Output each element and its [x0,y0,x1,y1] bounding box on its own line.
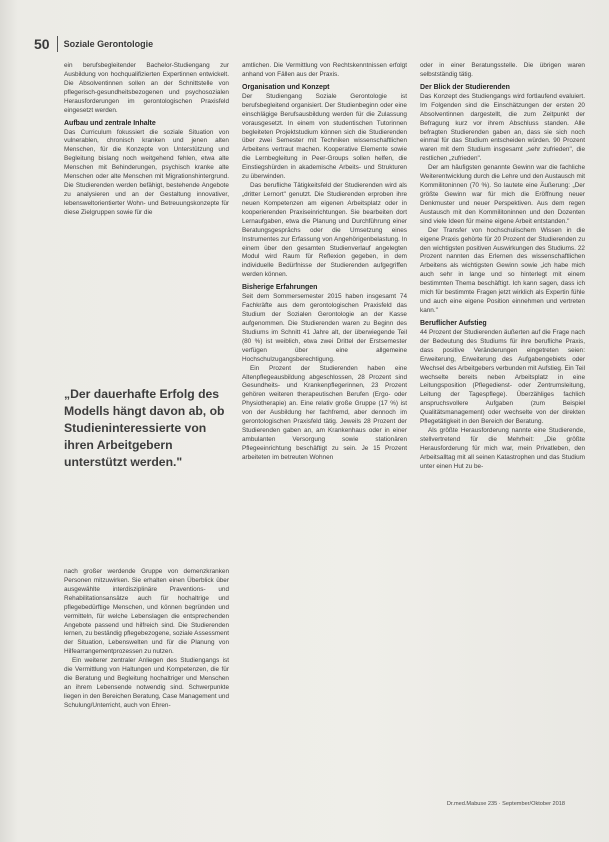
column-3 [420,62,585,472]
subheading: Der Blick der Studierenden [420,83,510,91]
paragraph: Das Konzept des Studiengangs wird fortlaufend evaluiert. Im Folgenden sind die Einschätzungen der ersten 20 Absolventinnen dargestellt, die zum Zeitpunkt der Befragung kurz vor ihrem Abschluss standen. Alle befragten Studierenden gaben an, dass sie sich noch einmal für das Studium entscheiden würden. 90 Prozent waren mit dem Studium insgesamt „sehr zufrieden", die restlichen „zufrieden". [420,92,585,163]
paragraph: Ein Prozent der Studierenden haben eine Altenpflegeausbildung abgeschlossen, 28 Prozent sind Gesundheits- und Krankenpflegerinnen, 23 Prozent gehören weiteren therapeutischen Berufen (Ergo- oder Physiotherapie) an. Eine relativ große Gruppe (17 %) ist von der Ausbildung her fachfremd, aber dennoch im gerontologischen Praxisfeld tätig. Jeweils 28 Prozent der Studierenden gaben an, am Krankenhaus oder in einer ambulanten Versorgung sowie stationären Pflegeeinrichtung beschäftigt zu sein. Je 15 Prozent arbeiteten im betreuten Wohnen [242,364,407,461]
paragraph: Ein weiterer zentraler Anliegen des Studiengangs ist die Vermittlung von Haltungen und Kompetenzen, die für die Beratung und Begleitung hochaltriger und Menschen an ihrem Lebensende notwendig sind. Schwerpunkte liegen in den Bereichen Beratung, Case Management und Schulung/Unterricht, auch von Ehren- [64,657,229,709]
subheading: Aufbau und zentrale Inhalte [64,119,156,127]
paragraph: Seit dem Sommersemester 2015 haben insgesamt 74 Fachkräfte aus dem gerontologischen Praxisfeld das Studium der Sozialen Gerontologie an der Kasse aufgenommen. Die Studierenden waren zu Beginn des Studiums im Schnitt 41 Jahre alt, der überwiegende Teil (80 %) ist weiblich, etwa zwei Drittel der Erstsemester verfügen über eine allgemeine Hochschulzugangsberechtigung. [242,293,407,363]
paragraph: Der Transfer von hochschulischem Wissen in die eigene Praxis gehörte für 20 Prozent der Studierenden zu den wichtigsten positiven Auswirkungen des Studiums. 22 Prozent nannten das Erlernen des wissenschaftlichen Arbeitens als wichtigsten Gewinn sowie „ich habe mich auch sehr in lange und so hinterlegt mit einem bestimmten Thema beschäftigt. Ich kann sagen, dass ich mich für bestimmte Fragen jetzt wirklich als Expertin fühle und auch eine eigene Position einnehmen und vertreten kann." [420,226,585,314]
page-number: 50 [34,36,58,52]
paragraph: Der Studiengang Soziale Gerontologie ist berufsbegleitend organisiert. Der Studienbeginn oder eine einschlägige Berufsausbildung werden für die Zulassung vorausgesetzt. In einem von studentischen Tutorinnen begleiteten Projektstudium können sich die Studierenden über zwei Semester mit Techniken wissenschaftlichen Arbeitens vertraut machen. Kooperative Elemente sowie die Lernbegleitung in Peer-Groups sollen helfen, die Einstiegshürden in akademische Arbeits- und Strukturen zu überwinden. [242,92,407,181]
subheading: Organisation und Konzept [242,83,330,91]
page-header [34,34,153,54]
paragraph: ein berufsbegleitender Bachelor-Studiengang zur Ausbildung von hochqualifizierten Expertinnen entwickelt. Die Absolventinnen sollen an der Schnittstelle von pflegerisch-gesundheitsbezogenen und psychosozialen Herausforderungen im gerontologischen Praxisfeld eingesetzt werden. [64,62,229,114]
paragraph: Das Curriculum fokussiert die soziale Situation von vulnerablen, chronisch kranken und jenen alten Menschen, für die Konzepte von Unterstützung und Begleitung bislang noch weitgehend fehlen, etwa alte Menschen mit Behinderungen, psychisch kranke alte Menschen oder alte Menschen mit Migrationshintergrund. Die Studierenden werden befähigt, bestehende Angebote zu analysieren und an der Gestaltung innovativer, lebensweltorientierter Wohn- und Betreuungskonzepte für diese Zielgruppen sowie für die [64,128,229,216]
column-2 [242,62,407,463]
column-1 [64,62,229,218]
paragraph: amtlichen. Die Vermittlung von Rechtskenntnissen erfolgt anhand von Fällen aus der Praxis. [242,62,407,78]
pull-quote: „Der dauerhafte Erfolg des Modells hängt davon ab, ob Studieninteressierte von ihren Arbeitgebern unterstützt werden." [64,387,225,469]
paragraph: 44 Prozent der Studierenden äußerten auf die Frage nach der Bedeutung des Studiums für ihre berufliche Praxis, dass positive Veränderungen eingetreten seien: Erweiterung, Erweiterung des Aufgabengebiets oder Wechsel des Arbeitgebers verbunden mit Aufstieg. Ein Teil wechselte bereits neben Arbeitsplatz in eine Leitungsposition (Pflegedienst- oder Zentrumsleitung, Leitung der Tagespflege). Überzähliges fachlich anspruchsvollere Aufgaben (zum Beispiel Qualitätsmanagement) oder wechselte von der direkten Pflegetätigkeit in den Bereich der Beratung. [420,328,585,426]
paragraph: Der am häufigsten genannte Gewinn war die fachliche Weiterentwicklung durch die Lehre und den Austausch mit Kommilitoninnen (70 %). So lautete eine Äußerung: „Der größte Gewinn war für mich die Eröffnung neuer Denkmuster und neuer Perspektiven. Aus dem regen Austausch mit den Kommilitoninnen und den Dozenten sind viele Ideen für meine eigene Arbeit entstanden." [420,164,585,225]
page-footer: Dr.med.Mabuse 235 · September/Oktober 2018 [446,801,565,807]
paragraph: oder in einer Beratungsstelle. Die übrigen waren selbstständig tätig. [420,62,585,78]
paragraph: Als größte Herausforderung nannte eine Studierende, stellvertretend für die Mehrheit: „Die größte Herausforderung für mich war, mein Privatleben, den Arbeitsalltag mit all seinen Katastrophen und das Studium unter einen Hut zu be- [420,427,585,470]
subheading: Bisherige Erfahrungen [242,284,318,292]
paragraph: Das berufliche Tätigkeitsfeld der Studierenden wird als „dritter Lernort" genutzt. Die Studierenden erproben ihre neuen Kompetenzen am eigenen Arbeitsplatz oder in kooperierenden Praxiseinrichtungen. Sie bearbeiten dort Lernaufgaben, etwa die Planung und Durchführung einer Beratungsgesprächs oder die Umsetzung eines Instrumentes zur Erfassung von Angehörigenbelastung. In einem über den gesamten Studienverlauf angelegten Modul wird Raum für Reflexion gegeben, in dem individuelle Bedürfnisse der Studierenden aufgegriffen werden können. [242,182,407,279]
subheading: Beruflicher Aufstieg [420,319,487,327]
column-1-continued [64,568,229,711]
section-title: Soziale Gerontologie [63,39,154,49]
paragraph: nach großer werdende Gruppe von demenzkranken Personen mitzuwirken. Sie erhalten einen Überblick über ausgewählte interdisziplinäre Praventions- und Rehabilitationsansätze auch für hochaltrige und pflegebedürftige Menschen, und können begründen und vermitteln, für welche Lebenslagen die entsprechenden Angebote passend und hilfreich sind. Die Studierenden lernen, zu beständig pflegebezogene, soziale Assessment der Situation, Lebenswelten und für die Planung von Hilfearrangementprozessen zu nutzen. [64,568,229,656]
